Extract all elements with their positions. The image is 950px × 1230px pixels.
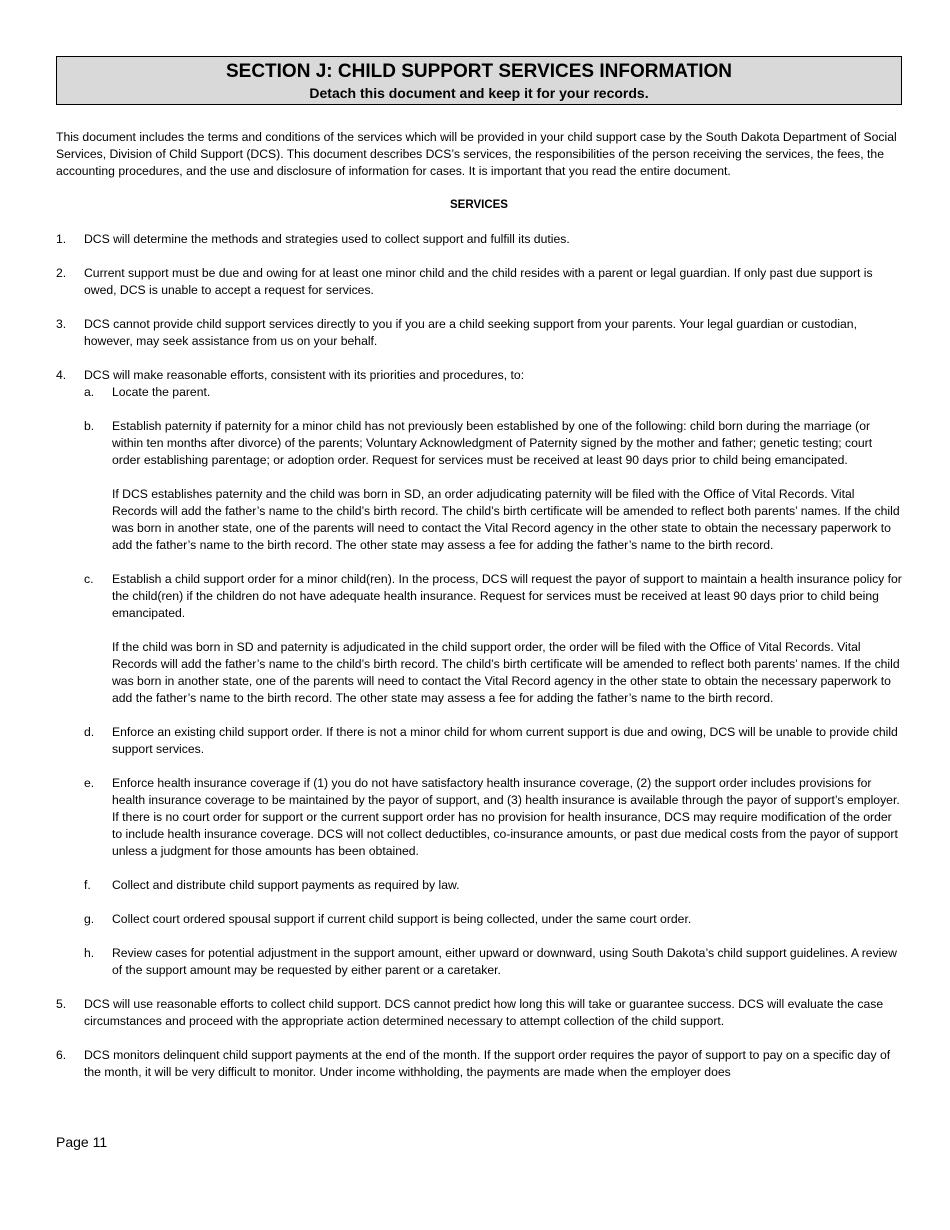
sub-item-letter: b. [84,419,95,433]
services-heading: SERVICES [450,199,508,211]
item-number: 5. [56,997,67,1011]
sub-item [84,775,902,860]
sub-item [84,945,902,979]
list-item [56,316,902,350]
sub-item-letter: g. [84,912,95,926]
item-number: 3. [56,317,67,331]
item-number: 4. [56,368,67,382]
list-item [56,367,902,979]
sub-item [84,877,902,894]
sub-item [84,911,902,928]
document-page [56,56,902,1081]
sub-item-text: Enforce an existing child support order. If there is not a minor child for whom current support is due and owing, DCS will be unable to provide child support services. [112,725,898,756]
sub-item-letter: c. [84,572,94,586]
section-title: SECTION J: CHILD SUPPORT SERVICES INFORMATION [225,61,732,82]
sub-item-text: Collect and distribute child support payments as required by law. [112,878,460,892]
sub-item-text: Enforce health insurance coverage if (1) you do not have satisfactory health insurance coverage, (2) the support order includes provisions for health insurance coverage to be maintained by the payor of support, and (3) health insurance is available through the payor of support’s employer. If there is no court order for support or the current support order has no provision for health insurance, DCS may require modification of the order to include health insurance coverage. DCS will not collect deductibles, co-insurance amounts, or past due medical costs from the payor of support unless a judgment for those amounts has been obtained. [112,776,900,858]
sub-item [84,384,902,401]
list-item [56,996,902,1030]
sub-item-letter: e. [84,776,95,790]
sub-item-text: Establish a child support order for a minor child(ren). In the process, DCS will request the payor of support to maintain a health insurance policy for the child(ren) if the children do not have adequate health insurance. Request for services must be received at least 90 days prior to child being emancipated. [112,572,902,620]
list-item [56,1047,902,1081]
item-text: DCS will determine the methods and strategies used to collect support and fulfill its duties. [84,232,570,246]
sub-item-letter: h. [84,946,95,960]
sub-item [84,571,902,707]
sub-item-text: Review cases for potential adjustment in the support amount, either upward or downward, using South Dakota’s child support guidelines. A review of the support amount may be requested by either parent or a caretaker. [112,946,897,977]
sub-item-text: Establish paternity if paternity for a minor child has not previously been established by one of the following: child born during the marriage (or within ten months after divorce) of the parents; Voluntary Acknowledgment of Paternity signed by the mother and father; genetic testing; court order establishing parentage; or adoption order. Request for services must be received at least 90 days prior to child being emancipated. [112,419,873,467]
sub-item-text: Locate the parent. [112,385,211,399]
item-text: DCS will use reasonable efforts to collect child support. DCS cannot predict how long this will take or guarantee success. DCS will evaluate the case circumstances and proceed with the appropriate action determined necessary to attempt collection of the child support. [84,997,884,1028]
sub-item [84,418,902,554]
sub-item-text: Collect court ordered spousal support if current child support is being collected, under the same court order. [112,912,692,926]
section-subtitle: Detach this document and keep it for your records. [309,85,649,101]
item-number: 6. [56,1048,67,1062]
item-text: DCS will make reasonable efforts, consistent with its priorities and procedures, to: [84,368,525,382]
item-text: Current support must be due and owing for at least one minor child and the child resides with a parent or legal guardian. If only past due support is owed, DCS is unable to accept a request for services. [84,266,873,297]
item-number: 1. [56,232,67,246]
sub-item-extra: If DCS establishes paternity and the child was born in SD, an order adjudicating paternity will be filed with the Office of Vital Records. Vital Records will add the father’s name to the child’s birth record. The child’s birth certificate will be amended to reflect both parents’ names. If the child was born in another state, one of the parents will need to contact the Vital Record agency in the other state to obtain the necessary paperwork to add the father’s name to the birth record. The other state may assess a fee for adding the father’s name to the birth record. [112,487,900,552]
sub-item-letter: a. [84,385,95,399]
sub-item-letter: f. [84,878,91,892]
intro-paragraph: This document includes the terms and conditions of the services which will be provided in your child support case by the South Dakota Department of Social Services, Division of Child Support (DCS). This document describes DCS’s services, the responsibilities of the person receiving the services, the fees, the accounting procedures, and the use and disclosure of information for cases. It is important that you read the entire document. [56,130,897,178]
page-number: Page 11 [56,1134,108,1150]
list-item [56,231,902,248]
item-text: DCS monitors delinquent child support payments at the end of the month. If the support order requires the payor of support to pay on a specific day of the month, it will be very difficult to monitor. Under income withholding, the payments are made when the employer does [84,1048,891,1079]
item-number: 2. [56,266,67,280]
section-header [56,56,902,105]
sub-item [84,724,902,758]
item-text: DCS cannot provide child support services directly to you if you are a child seeking support from your parents. Your legal guardian or custodian, however, may seek assistance from us on your behalf. [84,317,857,348]
sub-item-letter: d. [84,725,95,739]
sub-item-extra: If the child was born in SD and paternity is adjudicated in the child support order, the order will be filed with the Office of Vital Records. Vital Records will add the father’s name to the child’s birth record. The child’s birth certificate will be amended to reflect both parents’ names. If the child was born in another state, one of the parents will need to contact the Vital Record agency in the other state to obtain the necessary paperwork to add the father’s name to the birth record. The other state may assess a fee for adding the father’s name to the birth record. [112,640,900,705]
list-item [56,265,902,299]
